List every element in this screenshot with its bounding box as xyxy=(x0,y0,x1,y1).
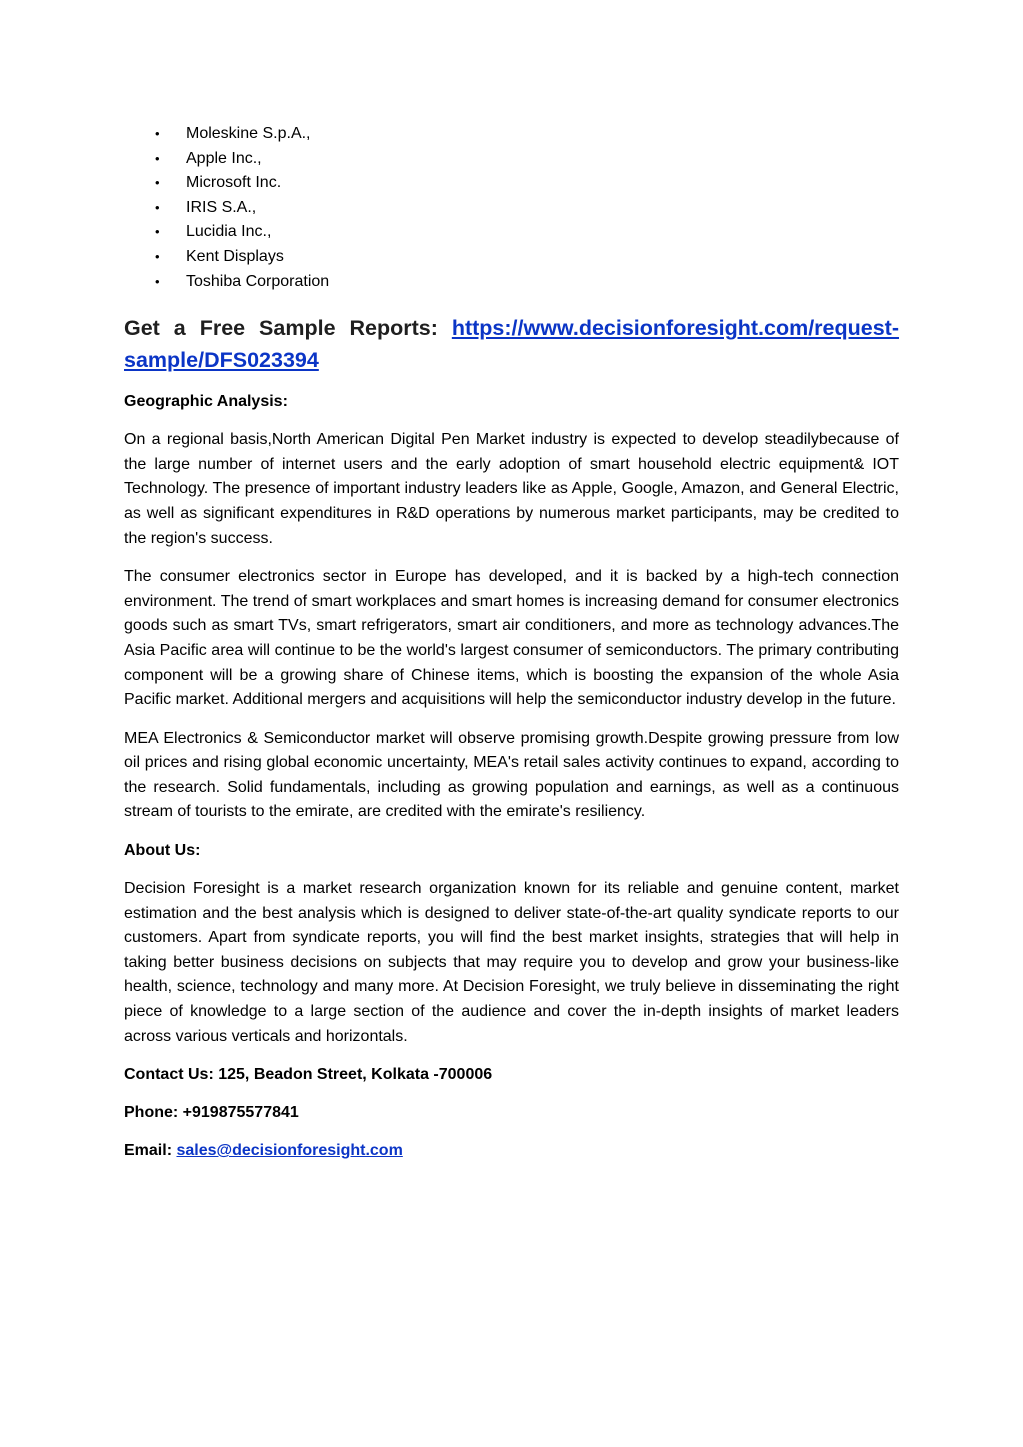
contact-address: Contact Us: 125, Beadon Street, Kolkata -700006 xyxy=(124,1066,493,1084)
list-item xyxy=(124,171,899,196)
paragraph-mea: MEA Electronics & Semiconductor market will observe promising growth.Despite growing pressure from low oil prices and rising global economic uncertainty, MEA's retail sales activity continues to expand, according to the research. Solid fundamentals, including as growing population and earnings, as well as a continuous stream of tourists to the emirate, are credited with the emirate's resiliency. xyxy=(124,729,899,821)
bullet-icon: • xyxy=(155,150,160,166)
company-name: Microsoft Inc. xyxy=(186,174,282,192)
list-item xyxy=(124,196,899,221)
email-link[interactable]: sales@decisionforesight.com xyxy=(176,1142,403,1160)
email-label: Email: xyxy=(124,1142,173,1160)
sample-report-label: Get a Free Sample Reports: xyxy=(124,316,438,341)
bullet-icon: • xyxy=(155,248,160,264)
bullet-icon: • xyxy=(155,199,160,215)
about-us-heading: About Us: xyxy=(124,842,201,860)
list-item xyxy=(124,270,899,295)
company-name: Lucidia Inc., xyxy=(186,223,272,241)
contact-phone: Phone: +919875577841 xyxy=(124,1104,299,1122)
contact-email xyxy=(124,1139,899,1163)
document-page xyxy=(124,122,899,1163)
bullet-icon: • xyxy=(155,175,160,191)
sample-report-link[interactable]: https://www.decisionforesight.com/request-sample/DFS023394 xyxy=(124,316,899,373)
company-name: IRIS S.A., xyxy=(186,198,257,216)
company-name: Moleskine S.p.A., xyxy=(186,125,311,142)
sample-report-heading xyxy=(124,312,899,376)
list-item xyxy=(124,122,899,147)
bullet-icon: • xyxy=(155,224,160,240)
list-item xyxy=(124,147,899,172)
list-item xyxy=(124,220,899,245)
bullet-icon: • xyxy=(155,126,160,141)
company-name: Kent Displays xyxy=(186,247,284,265)
company-list xyxy=(124,122,899,294)
company-name: Toshiba Corporation xyxy=(186,272,330,290)
paragraph-europe-apac: The consumer electronics sector in Europe has developed, and it is backed by a high-tech connection environment. The trend of smart workplaces and smart homes is increasing demand for consumer electronics goods such as smart TVs, smart refrigerators, smart air conditioners, and more as technology advances.The Asia Pacific area will continue to be the world's largest consumer of semiconductors. The primary contributing component will be a growing share of Chinese items, which is boosting the expansion of the whole Asia Pacific market. Additional mergers and acquisitions will help the semiconductor industry develop in the future. xyxy=(124,568,899,709)
list-item xyxy=(124,245,899,270)
bullet-icon: • xyxy=(155,273,160,289)
company-name: Apple Inc., xyxy=(186,149,262,167)
geographic-analysis-heading: Geographic Analysis: xyxy=(124,393,288,411)
paragraph-north-america: On a regional basis,North American Digital Pen Market industry is expected to develop steadilybecause of the large number of internet users and the early adoption of smart household electric equipment& IOT Technology. The presence of important industry leaders like as Apple, Google, Amazon, and General Electric, as well as significant expenditures in R&D operations by numerous market participants, may be credited to the region's success. xyxy=(124,431,899,547)
paragraph-about-us: Decision Foresight is a market research organization known for its reliable and genuine content, market estimation and the best analysis which is designed to deliver state-of-the-art quality syndicate reports to our customers. Apart from syndicate reports, you will find the best market insights, strategies that will help in taking better business decisions on subjects that may require you to develop and grow your business-like health, science, technology and many more. At Decision Foresight, we truly believe in disseminating the right piece of knowledge to a large section of the audience and cover the in-depth insights of market leaders across various verticals and horizontals. xyxy=(124,880,899,1045)
